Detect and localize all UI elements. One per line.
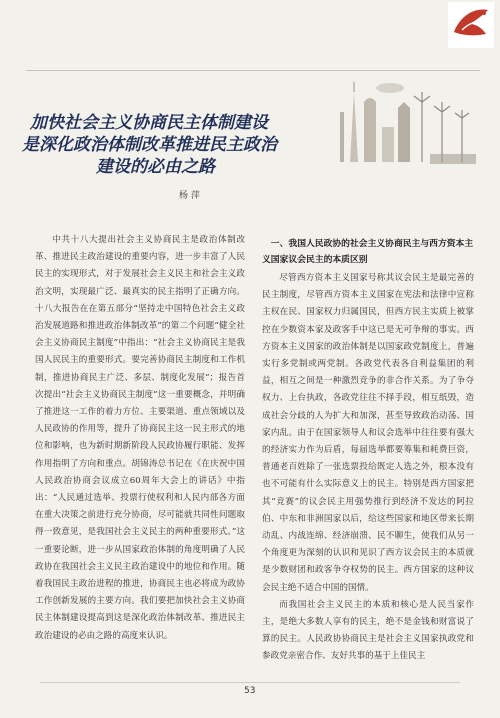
body-paragraph: 尽管西方资本主义国家号称其议会民主是最完善的民主制度，尽管西方资本主义国家在宪法和法律中宣称主权在民、国家权力归属国民，但西方民主实质上被掌控在少数资本家及政客手中这已是无可争辩的事实。西方资本主义国家的政治体制是以国家政党制度上，普遍实行多党制或两党制。各政党代表各自利益集团的利益，相互之间是一种激烈竞争的非合作关系。为了争夺权力、上台执政，各政党往往不择手段，相互纸毁，造成社会分歧的人为扩大和加深，甚至导致政治动荡、国家内乱。由于在国家领导人和议会选举中往往要有强大的经济实力作为后盾，每届选举都要筹集和耗费巨资，普通老百姓除了一张选票投给既定人选之外，根本没有也不可能有什么实际意义上的民主。特别是西方国家把其“竞赛”的议会民主用强势推行到经济不发达的阿拉伯、中东和非洲国家以后，给这些国家和地区带来长期动乱、内战连绵、经济崩溃、民不聊生，使我们从另一个角度更为深刻的认识和见识了西方议会民主的本质就是少数财团和政客争夺权势的民主。西方国家的这种议会民主绝不适合中国的国情。: [262, 273, 474, 593]
right-column: [262, 232, 474, 666]
left-column: [35, 232, 245, 645]
crane-leaf-logo-icon: [448, 2, 494, 48]
body-paragraph: 中共十八大提出社会主义协商民主是政治体制改革、推进民主政治建设的重要内容，进一步丰富了人民民主的实现形式，对于发展社会主义民主和社会主义政治文明，实现最广泛、最真实的民主指明了正确方向。十八大报告在在第五部分“坚持走中国特色社会主义政治发展道路和推进政治体制改革”的第二个问题“健全社会主义协商民主制度”中指出：“社会主义协商民主是我国人民民主的重要形式。要完善协商民主制度和工作机制，推进协商民主广泛、多层、制度化发展”；报告首次提出“社会主义协商民主制度”这一重要概念，并明确了推进这一工作的着力方位、主要渠道、重点领域以及人民政协的作用等，提升了协商民主这一民主形式的地位和影响，也为新时期新阶段人民政协履行职能、发挥作用指明了方向和重点。胡锦涛总书记在《在庆祝中国人民政治协商会议成立60周年大会上的讲话》中指出：“人民通过选举、投票行使权利和人民内部各方面在重大决策之前进行充分协商，尽可能就共同性问题取得一致意见，是我国社会主义民主的两种重要形式。”这一重要论断，进一步从国家政治体制的角度明确了人民政协在我国社会主义民主政治建设中的地位和作用。随着我国民主政治进程的推进，协商民主也必将成为政协工作创新发展的主要方向。我们要把加快社会主义协商民主体制建设提高到这是深化政治体制改革、推进民主政治建设的必由之路的高度来认识。: [35, 235, 245, 641]
article-author: 杨 萍: [179, 191, 200, 201]
article-title-line-3: 建设的必由之路: [96, 157, 215, 177]
section-heading: 一、我国人民政协的社会主义协商民主与西方资本主义国家议会民主的本质区别: [262, 239, 474, 265]
article-title-line-2: 是深化政治体制改革推进民主政治: [22, 135, 277, 155]
city-skyline-illustration-icon: [330, 72, 480, 172]
footer-rule: [40, 682, 460, 683]
article-title-line-1: 加快社会主义协商民主体制建设: [30, 113, 268, 133]
page-number: 53: [244, 686, 256, 696]
body-paragraph: 而我国社会主义民主的本质和核心是人民当家作主，是绝大多数人享有的民主，绝不是金钱和财富说了算的民主。人民政协协商民主是社会主义国家执政党和参政党亲密合作、友好共事的基于上佳民主: [262, 599, 474, 662]
